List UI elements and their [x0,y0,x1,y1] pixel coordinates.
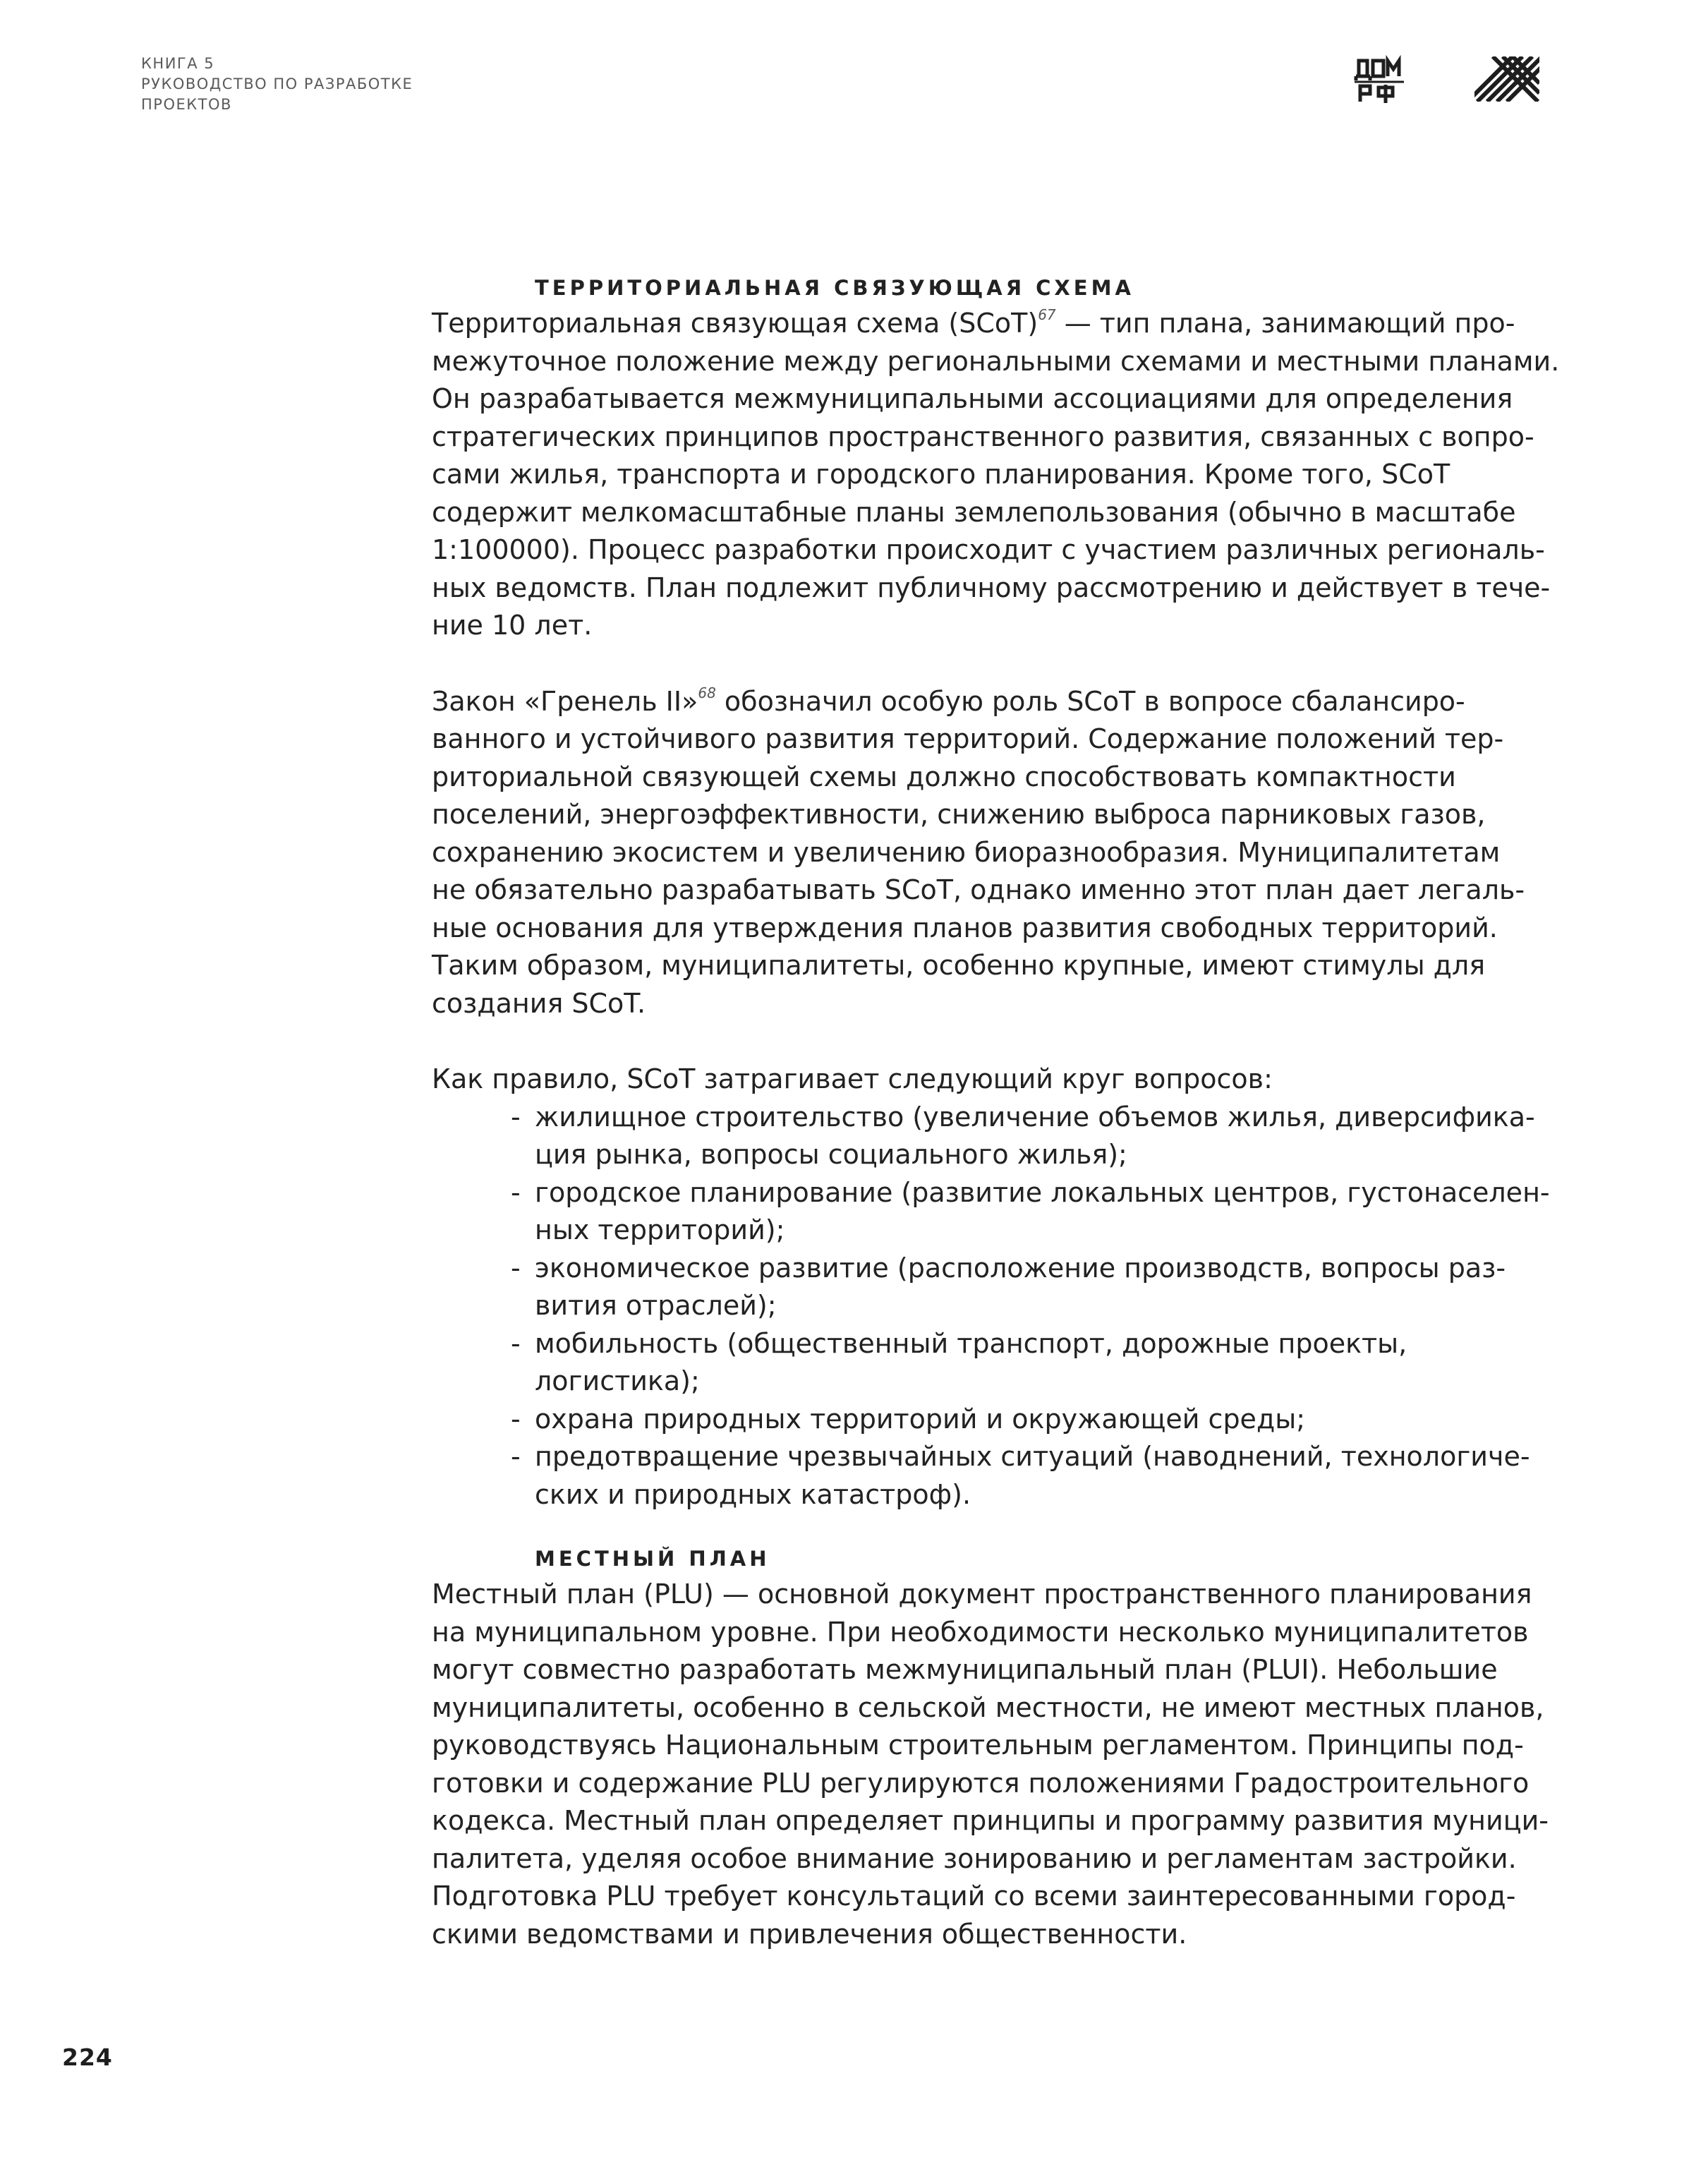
paragraph-line: руководствуясь Национальным строительным регламентом. Принципы под- [432,1730,1524,1761]
paragraph-line: Как правило, SCoT затрагивает следующий круг вопросов: [432,1063,1273,1094]
paragraph-line [432,683,1546,721]
dash-bullet: - [511,1327,521,1359]
text-run: Закон «Гренель II» [432,685,698,717]
footnote-ref: 68 [698,684,716,701]
text-run: — тип плана, занимающий про- [1055,308,1515,339]
section-heading-plu: МЕСТНЫЙ ПЛАН [535,1547,770,1571]
paragraph-line: ванного и устойчивого развития территорий. Содержание положений тер- [432,723,1504,754]
list-item-line: вития отраслей); [535,1290,777,1321]
paragraph-line: создания SCoT. [432,987,646,1019]
paragraph-line: ние 10 лет. [432,610,593,641]
paragraph-line [432,305,1546,343]
running-head-line: ПРОЕКТОВ [141,96,232,113]
paragraph-line: 1:100000). Процесс разработки происходит с участием различных региональ- [432,534,1545,565]
paragraph-line: муниципалитеты, особенно в сельской местности, не имеют местных планов, [432,1691,1544,1723]
paragraph-line: готовки и содержание PLU регулируются положениями Градостроительного [432,1767,1530,1799]
main-content [432,271,1560,1953]
list-item-line: экономическое развитие (расположение производств, вопросы раз- [535,1252,1506,1284]
page-number: 224 [62,2044,113,2071]
paragraph-line: палитета, уделяя особое внимание зонированию и регламентам застройки. [432,1842,1517,1874]
paragraph-line: поселений, энергоэффективности, снижению выброса парниковых газов, [432,799,1486,830]
dash-bullet: - [511,1101,521,1133]
list-item [432,1401,1546,1439]
paragraph-line: скими ведомствами и привлечения общественности. [432,1918,1187,1950]
list-item [432,1325,1546,1401]
paragraph-line: Подготовка PLU требует консультаций со всеми заинтересованными город- [432,1881,1516,1912]
dash-bullet: - [511,1403,521,1435]
dom-rf-logo-icon [1353,55,1407,104]
paragraph-line: кодекса. Местный план определяет принципы и программу развития муници- [432,1805,1549,1836]
paragraph-line: могут совместно разработать межмуниципальный план (PLUI). Небольшие [432,1654,1498,1685]
paragraph-line: ные основания для утверждения планов развития свободных территорий. [432,912,1498,943]
paragraph-line: ных ведомств. План подлежит публичному рассмотрению и действует в тече- [432,572,1551,603]
paragraph-line: риториальной связующей схемы должно способствовать компактности [432,761,1456,792]
list-item-line: охрана природных территорий и окружающей среды; [535,1403,1306,1435]
running-head-line: РУКОВОДСТВО ПО РАЗРАБОТКЕ [141,76,413,92]
list-intro [432,1061,1546,1099]
scot-issues-list [432,1099,1550,1514]
paragraph-line: не обязательно разрабатывать SCoT, однако именно этот план дает легаль- [432,874,1525,905]
list-item-line: ских и природных катастроф). [535,1478,971,1510]
list-item-line: жилищное строительство (увеличение объемов жилья, диверсифика- [535,1101,1535,1133]
dash-bullet: - [511,1252,521,1284]
list-item-line: логистика); [535,1365,700,1396]
list-item-line: ных территорий); [535,1214,785,1245]
section-heading-scot: ТЕРРИТОРИАЛЬНАЯ СВЯЗУЮЩАЯ СХЕМА [535,276,1134,300]
list-item [432,1174,1550,1250]
list-item-line: мобильность (общественный транспорт, дорожные проекты, [535,1327,1407,1359]
list-item [432,1438,1546,1514]
text-run: обозначил особую роль SCoT в вопросе сбалансиро- [715,685,1465,717]
paragraph-line: сами жилья, транспорта и городского планирования. Кроме того, SCoT [432,459,1450,490]
paragraph-grenelle-law [432,683,1546,1023]
running-head [141,54,413,115]
list-item-line: предотвращение чрезвычайных ситуаций (наводнений, технологиче- [535,1441,1530,1472]
dash-bullet: - [511,1176,521,1208]
paragraph-line: на муниципальном уровне. При необходимости несколько муниципалитетов [432,1616,1529,1648]
paragraph-line: Местный план (PLU) — основной документ пространственного планирования [432,1579,1532,1610]
list-item-line: городское планирование (развитие локальных центров, густонаселен- [535,1176,1550,1208]
dash-bullet: - [511,1441,521,1472]
running-head-line: КНИГА 5 [141,55,215,72]
paragraph-line: сохранению экосистем и увеличению биоразнообразия. Муниципалитетам [432,836,1501,868]
paragraph-line: содержит мелкомасштабные планы землепользования (обычно в масштабе [432,496,1516,528]
list-item [432,1250,1546,1325]
paragraph-plu-definition [432,1576,1549,1953]
paragraph-line: Таким образом, муниципалитеты, особенно крупные, имеют стимулы для [432,950,1486,981]
paragraph-line: межуточное положение между региональными схемами и местными планами. [432,345,1560,377]
text-run: Территориальная связующая схема (SCoT) [432,308,1038,339]
list-item-line: ция рынка, вопросы социального жилья); [535,1139,1127,1170]
footnote-ref: 67 [1038,306,1056,323]
list-item [432,1099,1546,1174]
pattern-logo-icon [1474,56,1539,102]
paragraph-line: стратегических принципов пространственного развития, связанных с вопро- [432,421,1534,452]
paragraph-scot-definition [432,305,1560,645]
paragraph-line: Он разрабатывается межмуниципальными ассоциациями для определения [432,383,1513,414]
